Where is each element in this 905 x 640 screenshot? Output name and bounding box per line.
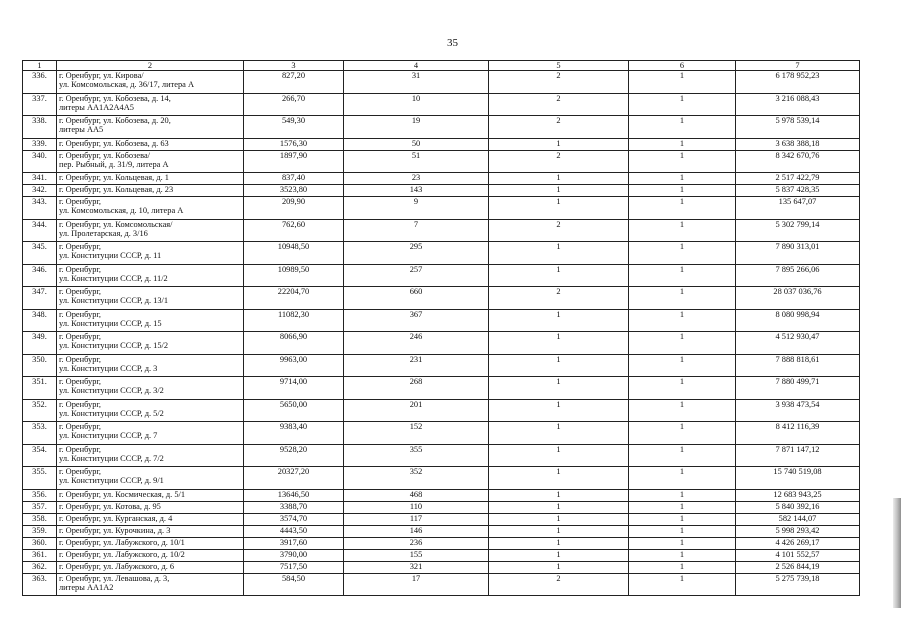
col5-cell: 1 [489,444,629,467]
address-line: г. Оренбург, ул. Кобозева/ [59,150,151,160]
col6-cell: 1 [629,399,736,422]
address-cell [57,264,244,287]
cost-cell: 2 526 844,19 [736,561,860,573]
row-number: 356. [23,489,57,501]
row-number: 345. [23,242,57,265]
col5-cell: 1 [489,501,629,513]
address-line: литеры АА5 [59,125,104,135]
col5-cell: 2 [489,116,629,139]
address-cell [57,561,244,573]
page-number: 35 [447,37,458,49]
col4-cell: 660 [344,287,489,310]
col4-cell: 367 [344,309,489,332]
address-cell [57,513,244,525]
col5-cell: 1 [489,173,629,185]
col4-cell: 321 [344,561,489,573]
area-cell: 266,70 [244,93,344,116]
col-header-6: 6 [629,61,736,71]
table-row [23,513,860,525]
col-header-7: 7 [736,61,860,71]
row-number: 340. [23,150,57,173]
address-line: г. Оренбург, ул. Комсомольская/ [59,219,173,229]
address-line: г. Оренбург, [59,287,102,297]
col5-cell: 1 [489,242,629,265]
address-cell [57,138,244,150]
col5-cell: 1 [489,354,629,377]
cost-cell: 3 938 473,54 [736,399,860,422]
address-line: ул. Конституции СССР, д. 5/2 [59,408,164,418]
col6-cell: 1 [629,489,736,501]
cost-cell: 7 871 147,12 [736,444,860,467]
row-number: 341. [23,173,57,185]
address-line: г. Оренбург, [59,444,102,454]
row-number: 351. [23,377,57,400]
area-cell: 9528,20 [244,444,344,467]
col5-cell: 1 [489,197,629,220]
col6-cell: 1 [629,150,736,173]
address-line: пер. Рыбный, д. 31/9, литера А [59,159,169,169]
col5-cell: 1 [489,513,629,525]
area-cell: 9963,00 [244,354,344,377]
row-number: 338. [23,116,57,139]
col4-cell: 110 [344,501,489,513]
table-row [23,525,860,537]
area-cell: 10948,50 [244,242,344,265]
address-cell [57,219,244,242]
row-number: 343. [23,197,57,220]
row-number: 359. [23,525,57,537]
row-number: 347. [23,287,57,310]
area-cell: 762,60 [244,219,344,242]
col5-cell: 1 [489,467,629,490]
row-number: 342. [23,185,57,197]
area-cell: 549,30 [244,116,344,139]
cost-cell: 3 638 388,18 [736,138,860,150]
address-line: ул. Пролетарская, д. 3/16 [59,228,148,238]
address-line: г. Оренбург, ул. Лабужского, д. 10/2 [59,549,185,559]
col5-cell: 1 [489,422,629,445]
cost-cell: 4 101 552,57 [736,549,860,561]
address-line: г. Оренбург, ул. Космическая, д. 5/1 [59,489,186,499]
col-header-2: 2 [57,61,244,71]
area-cell: 13646,50 [244,489,344,501]
col6-cell: 1 [629,501,736,513]
address-line: г. Оренбург, ул. Лабужского, д. 6 [59,561,175,571]
col4-cell: 19 [344,116,489,139]
table-row [23,444,860,467]
col5-cell: 1 [489,377,629,400]
table-row [23,71,860,94]
cost-cell: 28 037 036,76 [736,287,860,310]
cost-cell: 15 740 519,08 [736,467,860,490]
col4-cell: 51 [344,150,489,173]
area-cell: 3523,80 [244,185,344,197]
col6-cell: 1 [629,173,736,185]
area-cell: 1576,30 [244,138,344,150]
table-row [23,264,860,287]
table-row [23,467,860,490]
col5-cell: 1 [489,537,629,549]
row-number: 363. [23,573,57,596]
address-cell [57,242,244,265]
address-line: г. Оренбург, ул. Кольцевая, д. 23 [59,185,174,195]
col4-cell: 352 [344,467,489,490]
address-line: г. Оренбург, ул. Кобозева, д. 63 [59,138,169,148]
col6-cell: 1 [629,444,736,467]
area-cell: 584,50 [244,573,344,596]
cost-cell: 8 412 116,39 [736,422,860,445]
address-cell [57,422,244,445]
cost-cell: 7 890 313,01 [736,242,860,265]
cost-cell: 2 517 422,79 [736,173,860,185]
area-cell: 11082,30 [244,309,344,332]
address-line: г. Оренбург, [59,242,102,252]
table-row [23,287,860,310]
table-row [23,173,860,185]
cost-cell: 8 080 998,94 [736,309,860,332]
cost-cell: 135 647,07 [736,197,860,220]
col6-cell: 1 [629,71,736,94]
address-cell [57,501,244,513]
col6-cell: 1 [629,573,736,596]
col6-cell: 1 [629,549,736,561]
col5-cell: 1 [489,332,629,355]
area-cell: 209,90 [244,197,344,220]
area-cell: 9383,40 [244,422,344,445]
address-cell [57,309,244,332]
table-row [23,573,860,596]
col5-cell: 2 [489,150,629,173]
cost-cell: 5 840 392,16 [736,501,860,513]
address-line: ул. Комсомольская, д. 10, литера А [59,206,184,216]
col6-cell: 1 [629,264,736,287]
address-cell [57,467,244,490]
address-cell [57,93,244,116]
cost-cell: 582 144,07 [736,513,860,525]
address-cell [57,197,244,220]
table-row [23,242,860,265]
row-number: 358. [23,513,57,525]
address-line: г. Оренбург, [59,354,102,364]
address-line: г. Оренбург, [59,332,102,342]
table-row [23,93,860,116]
address-line: ул. Конституции СССР, д. 7/2 [59,453,164,463]
row-number: 360. [23,537,57,549]
address-line: г. Оренбург, ул. Кобозева, д. 14, [59,93,171,103]
table-row [23,354,860,377]
address-line: ул. Конституции СССР, д. 13/1 [59,296,169,306]
col6-cell: 1 [629,332,736,355]
table-row [23,219,860,242]
area-cell: 9714,00 [244,377,344,400]
col4-cell: 50 [344,138,489,150]
row-number: 355. [23,467,57,490]
col4-cell: 10 [344,93,489,116]
col4-cell: 155 [344,549,489,561]
row-number: 354. [23,444,57,467]
row-number: 339. [23,138,57,150]
area-cell: 7517,50 [244,561,344,573]
address-line: г. Оренбург, [59,264,102,274]
table-row [23,138,860,150]
col6-cell: 1 [629,185,736,197]
address-line: ул. Конституции СССР, д. 9/1 [59,476,164,486]
cost-cell: 4 512 930,47 [736,332,860,355]
row-number: 357. [23,501,57,513]
table-row [23,549,860,561]
area-cell: 4443,50 [244,525,344,537]
col4-cell: 236 [344,537,489,549]
col6-cell: 1 [629,537,736,549]
area-cell: 3790,00 [244,549,344,561]
address-line: г. Оренбург, ул. Кирова/ [59,71,144,81]
cost-cell: 12 683 943,25 [736,489,860,501]
col-header-4: 4 [344,61,489,71]
col4-cell: 268 [344,377,489,400]
cost-cell: 7 888 818,61 [736,354,860,377]
col6-cell: 1 [629,93,736,116]
col5-cell: 1 [489,489,629,501]
table-row [23,116,860,139]
address-line: г. Оренбург, [59,197,102,207]
col4-cell: 257 [344,264,489,287]
col4-cell: 355 [344,444,489,467]
row-number: 350. [23,354,57,377]
col5-cell: 1 [489,264,629,287]
address-line: г. Оренбург, ул. Лабужского, д. 10/1 [59,537,185,547]
area-cell: 3917,60 [244,537,344,549]
table-row [23,399,860,422]
cost-cell: 8 342 670,76 [736,150,860,173]
col6-cell: 1 [629,422,736,445]
area-cell: 827,20 [244,71,344,94]
col4-cell: 9 [344,197,489,220]
cost-cell: 5 978 539,14 [736,116,860,139]
address-cell [57,332,244,355]
row-number: 348. [23,309,57,332]
area-cell: 5650,00 [244,399,344,422]
cost-cell: 4 426 269,17 [736,537,860,549]
col4-cell: 152 [344,422,489,445]
col5-cell: 1 [489,525,629,537]
col6-cell: 1 [629,377,736,400]
register-table [22,60,860,596]
col6-cell: 1 [629,309,736,332]
row-number: 361. [23,549,57,561]
area-cell: 1897,90 [244,150,344,173]
address-line: ул. Конституции СССР, д. 3 [59,363,158,373]
row-number: 344. [23,219,57,242]
address-line: г. Оренбург, ул. Кольцевая, д. 1 [59,173,169,183]
col4-cell: 201 [344,399,489,422]
address-line: г. Оренбург, [59,309,102,319]
col-header-3: 3 [244,61,344,71]
row-number: 346. [23,264,57,287]
col6-cell: 1 [629,513,736,525]
table-row [23,501,860,513]
address-line: г. Оренбург, [59,467,102,477]
area-cell: 22204,70 [244,287,344,310]
col-header-5: 5 [489,61,629,71]
cost-cell: 7 880 499,71 [736,377,860,400]
address-cell [57,377,244,400]
table-row [23,197,860,220]
col4-cell: 143 [344,185,489,197]
col5-cell: 2 [489,573,629,596]
address-line: ул. Конституции СССР, д. 15 [59,318,162,328]
address-line: г. Оренбург, ул. Курганская, д. 4 [59,513,173,523]
table-row [23,309,860,332]
area-cell: 10989,50 [244,264,344,287]
table-row [23,150,860,173]
cost-cell: 5 837 428,35 [736,185,860,197]
cost-cell: 5 302 799,14 [736,219,860,242]
address-line: г. Оренбург, [59,399,102,409]
col5-cell: 1 [489,549,629,561]
col5-cell: 2 [489,219,629,242]
area-cell: 8066,90 [244,332,344,355]
address-cell [57,185,244,197]
col5-cell: 2 [489,93,629,116]
address-line: г. Оренбург, ул. Кобозева, д. 20, [59,116,171,126]
cost-cell: 5 998 293,42 [736,525,860,537]
col6-cell: 1 [629,467,736,490]
address-line: г. Оренбург, ул. Левашова, д. 3, [59,573,170,583]
table-row [23,377,860,400]
address-line: ул. Конституции СССР, д. 11/2 [59,273,168,283]
address-line: г. Оренбург, [59,377,102,387]
address-cell [57,399,244,422]
address-cell [57,116,244,139]
col5-cell: 1 [489,138,629,150]
address-cell [57,287,244,310]
row-number: 337. [23,93,57,116]
scan-edge-shadow [893,498,901,608]
col4-cell: 231 [344,354,489,377]
row-number: 336. [23,71,57,94]
col4-cell: 31 [344,71,489,94]
address-cell [57,489,244,501]
row-number: 349. [23,332,57,355]
col6-cell: 1 [629,242,736,265]
address-line: литеры АА1А2А4А5 [59,102,134,112]
col4-cell: 246 [344,332,489,355]
col6-cell: 1 [629,138,736,150]
address-cell [57,71,244,94]
address-line: ул. Конституции СССР, д. 7 [59,431,158,441]
table-row [23,332,860,355]
area-cell: 837,40 [244,173,344,185]
address-cell [57,173,244,185]
table-row [23,537,860,549]
col6-cell: 1 [629,197,736,220]
address-line: ул. Комсомольская, д. 36/17, литера А [59,80,195,90]
address-line: литеры АА1А2 [59,582,114,592]
col4-cell: 17 [344,573,489,596]
area-cell: 3574,70 [244,513,344,525]
cost-cell: 5 275 739,18 [736,573,860,596]
address-line: ул. Конституции СССР, д. 11 [59,251,162,261]
address-line: г. Оренбург, [59,422,102,432]
address-line: ул. Конституции СССР, д. 3/2 [59,386,164,396]
col6-cell: 1 [629,219,736,242]
col4-cell: 468 [344,489,489,501]
cost-cell: 6 178 952,23 [736,71,860,94]
area-cell: 20327,20 [244,467,344,490]
address-line: г. Оренбург, ул. Курочкина, д. 3 [59,525,171,535]
table-row [23,422,860,445]
address-cell [57,150,244,173]
col-header-1: 1 [23,61,57,71]
table-row [23,561,860,573]
col6-cell: 1 [629,354,736,377]
address-line: ул. Конституции СССР, д. 15/2 [59,341,169,351]
row-number: 352. [23,399,57,422]
col4-cell: 146 [344,525,489,537]
col5-cell: 2 [489,71,629,94]
header-row [23,61,860,71]
row-number: 362. [23,561,57,573]
area-cell: 3388,70 [244,501,344,513]
col4-cell: 295 [344,242,489,265]
table-row [23,489,860,501]
col5-cell: 1 [489,399,629,422]
address-cell [57,549,244,561]
col4-cell: 7 [344,219,489,242]
col5-cell: 2 [489,287,629,310]
address-line: г. Оренбург, ул. Котова, д. 95 [59,501,161,511]
table-row [23,185,860,197]
col6-cell: 1 [629,287,736,310]
address-cell [57,525,244,537]
col6-cell: 1 [629,116,736,139]
col5-cell: 1 [489,185,629,197]
col6-cell: 1 [629,525,736,537]
address-cell [57,444,244,467]
col6-cell: 1 [629,561,736,573]
address-cell [57,354,244,377]
col4-cell: 23 [344,173,489,185]
col5-cell: 1 [489,309,629,332]
row-number: 353. [23,422,57,445]
cost-cell: 7 895 266,06 [736,264,860,287]
address-cell [57,573,244,596]
col5-cell: 1 [489,561,629,573]
address-cell [57,537,244,549]
cost-cell: 3 216 088,43 [736,93,860,116]
col4-cell: 117 [344,513,489,525]
